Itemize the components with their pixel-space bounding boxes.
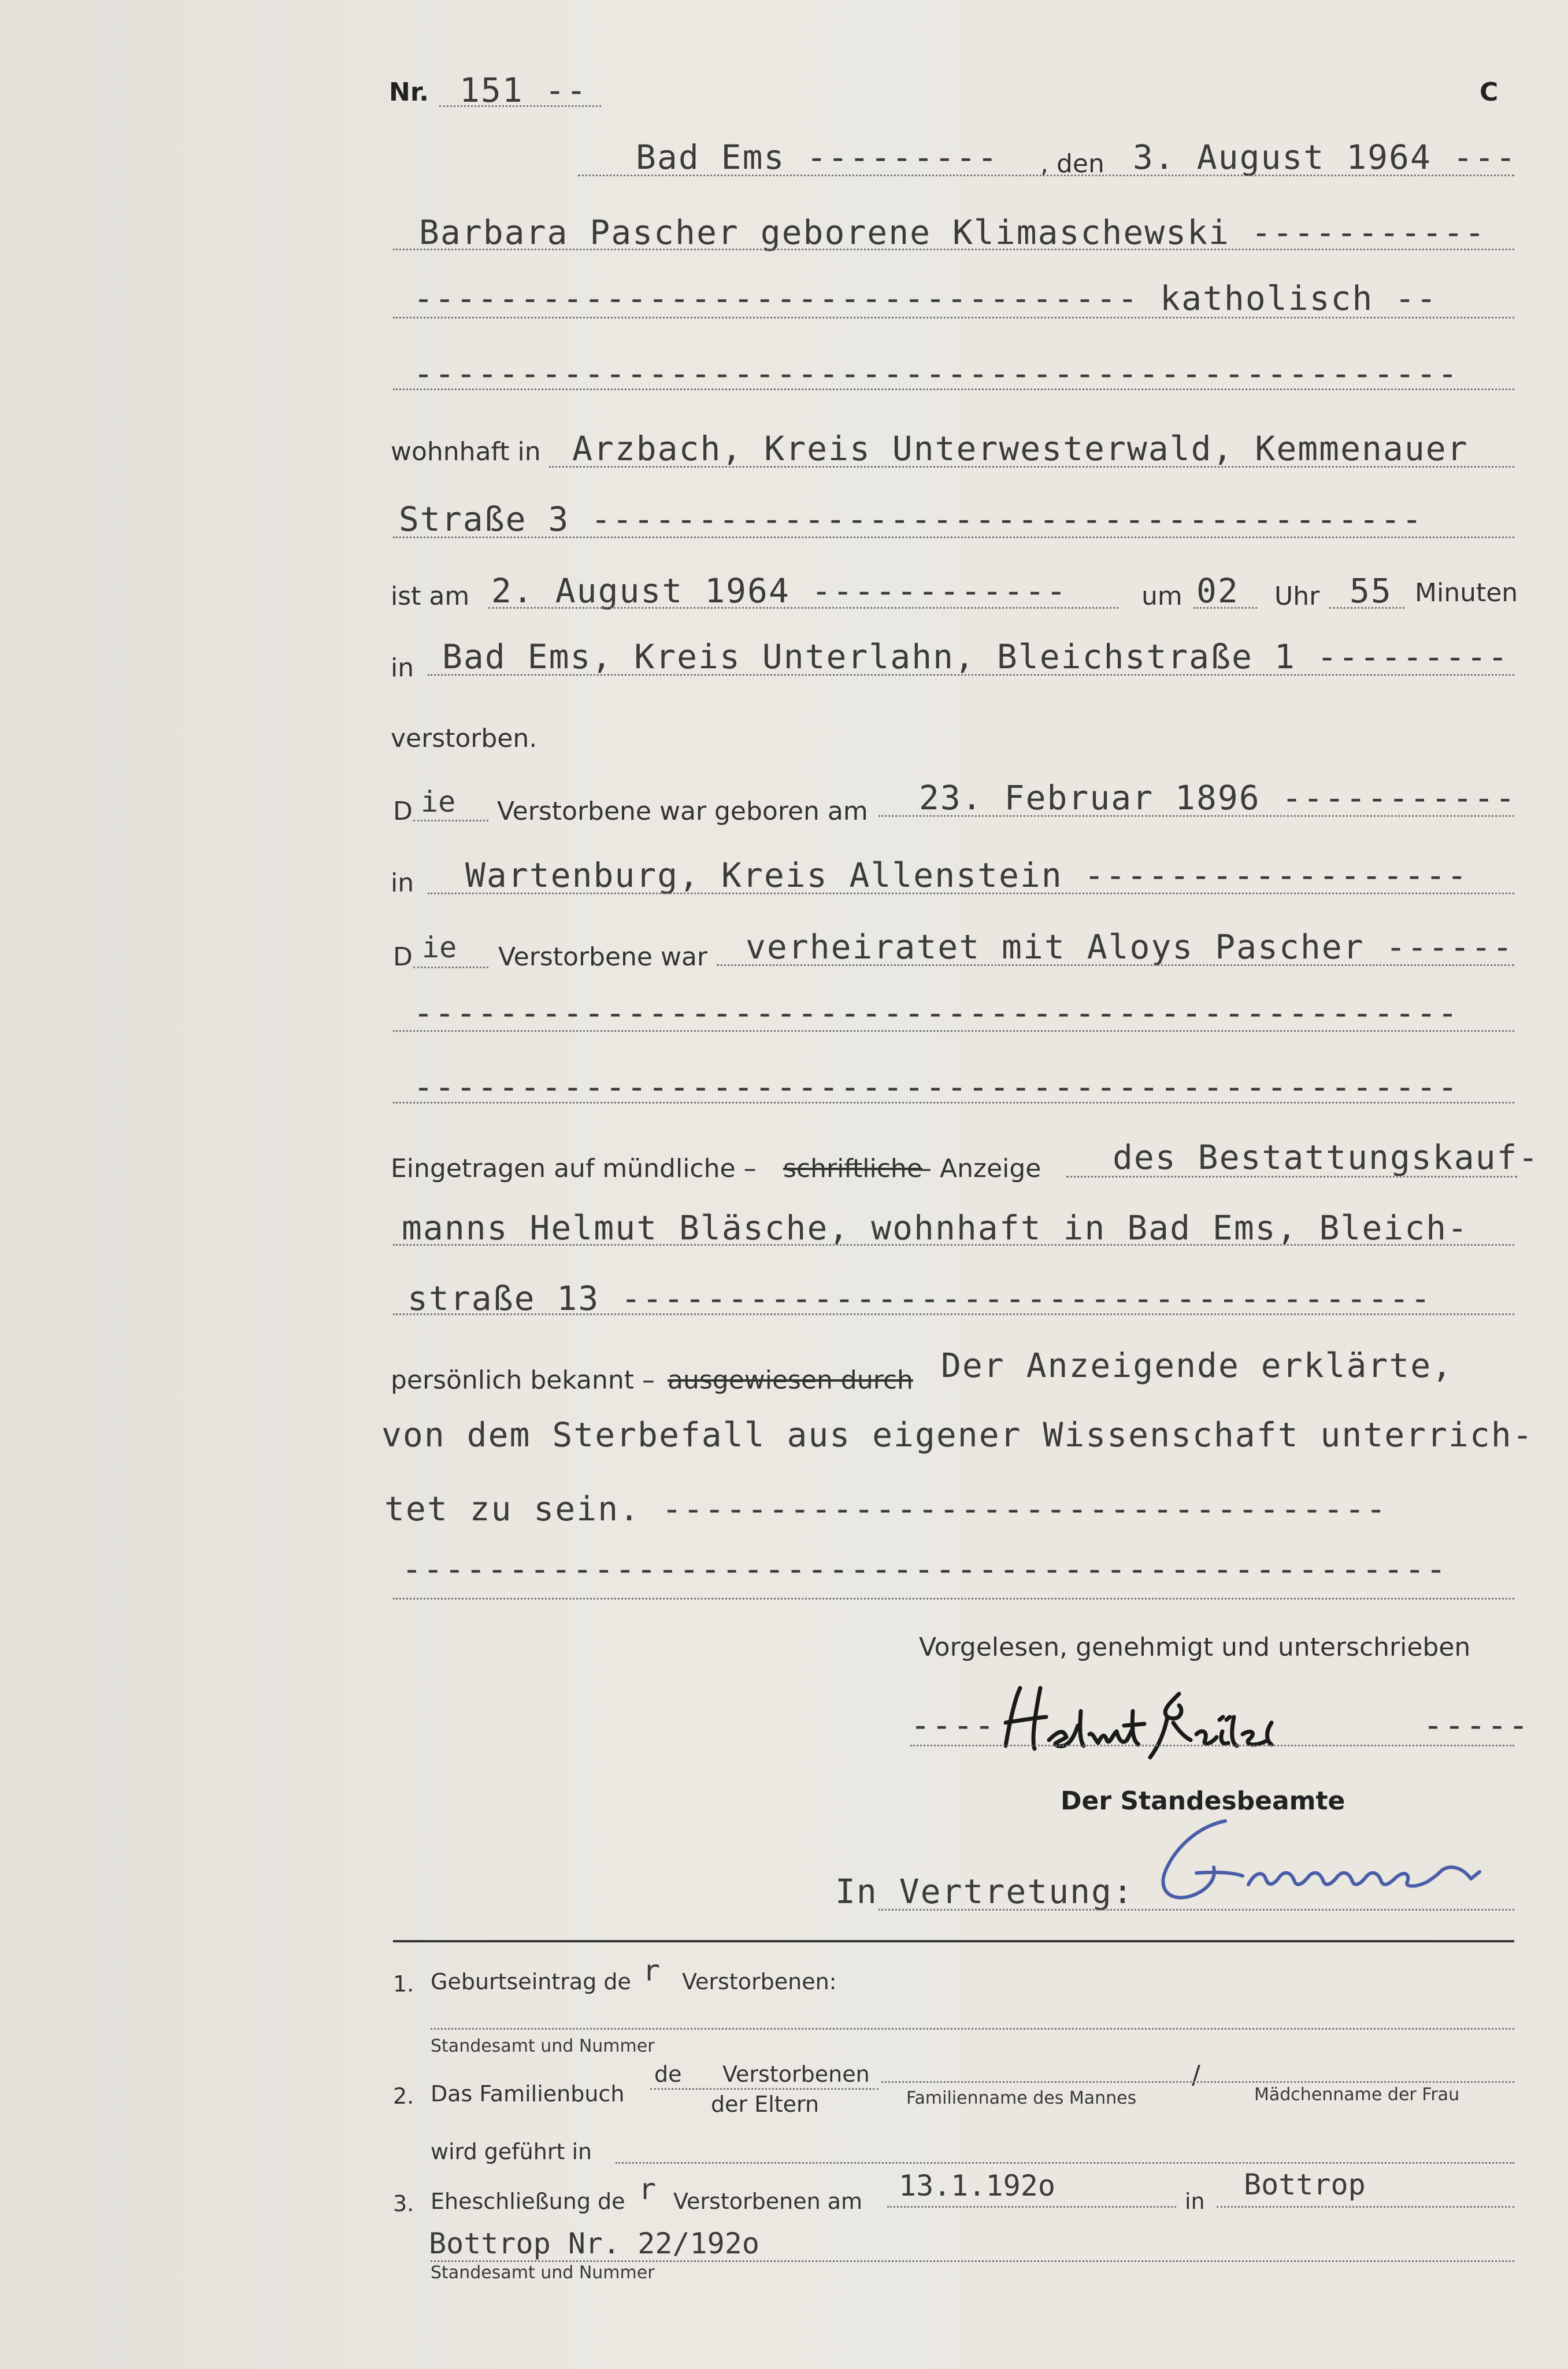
standesamt-caption: Standesamt und Nummer (431, 2036, 655, 2056)
article-suffix: ie (422, 931, 457, 964)
dotted-line (393, 317, 1514, 319)
note-1-number: 1. (393, 1971, 414, 1997)
dotted-line (717, 964, 1514, 966)
nr-label: Nr. (389, 77, 429, 107)
dotted-line (887, 2206, 1176, 2208)
marriage-registry: Bottrop Nr. 22/192o (429, 2227, 759, 2260)
standesbeamte-label: Der Standesbeamte (1061, 1786, 1345, 1816)
dotted-line (413, 967, 488, 968)
section-divider (393, 1940, 1514, 1942)
birth-place: Wartenburg, Kreis Allenstein ------------------ (465, 856, 1469, 895)
fraction-line (650, 2088, 878, 2090)
dotted-line (1329, 607, 1404, 609)
birth-date: 23. Februar 1896 ----------- (919, 778, 1517, 817)
corner-letter: C (1480, 77, 1499, 107)
in-label: in (391, 653, 414, 683)
statement-line-3: tet zu sein. ---------------------------------- (384, 1489, 1388, 1528)
dotted-line (393, 249, 1514, 250)
marital-status: verheiratet mit Aloys Pascher ------ (746, 927, 1514, 967)
blank-line: ------------------------------------------------- (413, 993, 1459, 1032)
statement-line-1: Der Anzeigende erklärte, (941, 1346, 1454, 1385)
bekannt-label: persönlich bekannt – (391, 1365, 655, 1395)
note-3-in: in (1185, 2189, 1205, 2214)
struck-ausgewiesen: ausgewiesen durch (668, 1365, 913, 1395)
death-date: 2. August 1964 ------------ (491, 571, 1067, 610)
dotted-line (488, 607, 1118, 609)
dotted-line (393, 1244, 1514, 1246)
article-suffix: ie (421, 785, 456, 819)
dotted-line (393, 1030, 1514, 1032)
dotted-line (413, 820, 488, 821)
blank-line: ------------------------------------------------- (413, 354, 1459, 393)
note-3-number: 3. (393, 2191, 414, 2216)
informant-signature (994, 1676, 1387, 1769)
dotted-line (1217, 2206, 1514, 2208)
wird-label: wird geführt in (431, 2139, 592, 2164)
dash-right: ----- (1423, 1705, 1530, 1745)
address-line-2: Straße 3 --------------------------------------- (399, 499, 1424, 539)
dotted-line (428, 893, 1514, 894)
official-signature (1150, 1809, 1508, 1913)
marriage-date: 13.1.192o (899, 2169, 1055, 2203)
death-hour: 02 (1196, 571, 1239, 610)
d-label: D (393, 942, 413, 972)
dotted-line (393, 1102, 1514, 1104)
uhr-label: Uhr (1274, 582, 1320, 611)
blank-line: ------------------------------------------------- (402, 1549, 1448, 1589)
dotted-line (616, 2162, 1514, 2164)
note-2-slash: / (1192, 2060, 1200, 2090)
death-minutes: 55 (1350, 571, 1392, 610)
den-label: , den (1040, 149, 1104, 179)
wohnhaft-label: wohnhaft in (391, 437, 541, 467)
dotted-line (878, 1909, 1514, 1911)
blank-line: ------------------------------------------------- (413, 1067, 1459, 1106)
husband-name-caption: Familienname des Mannes (906, 2088, 1137, 2108)
note-2-de: de (654, 2061, 682, 2087)
dotted-line (393, 1598, 1514, 1600)
dotted-line (878, 815, 1514, 817)
religion-line: ---------------------------------- katholisch -- (413, 279, 1438, 318)
marriage-place: Bottrop (1244, 2168, 1366, 2201)
vertretung-label: In Vertretung: (835, 1872, 1134, 1911)
dotted-line (428, 674, 1514, 676)
dotted-line (431, 2028, 1514, 2030)
anzeige-label: – Anzeige (919, 1154, 1041, 1183)
dotted-line (881, 2081, 1514, 2083)
wife-name-caption: Mädchenname der Frau (1254, 2085, 1460, 2105)
dash-left: ---- (910, 1705, 996, 1745)
note-2-eltern: der Eltern (711, 2092, 820, 2117)
verstorbene-war-label: Verstorbene war (498, 942, 708, 972)
dotted-line (393, 536, 1514, 538)
d-label: D (393, 797, 413, 826)
dotted-line (549, 466, 1514, 468)
statement-line-2: von dem Sterbefall aus eigener Wissenschaft unterrich- (381, 1415, 1534, 1454)
note-3-label-2: Verstorbenen am (673, 2189, 863, 2214)
note-2-number: 2. (393, 2083, 414, 2109)
eingetragen-label: Eingetragen auf mündliche – (391, 1154, 757, 1183)
in-label: in (391, 868, 414, 898)
note-1-label: Geburtseintrag de (431, 1969, 631, 1994)
vorgelesen-text: Vorgelesen, genehmigt und unterschrieben (919, 1633, 1471, 1662)
dotted-line (1193, 607, 1257, 609)
dotted-line (1066, 1176, 1517, 1178)
note-2-label: Das Familienbuch (431, 2081, 625, 2107)
registry-date: 3. August 1964 --- (1133, 138, 1517, 177)
ist-am-label: ist am (391, 582, 470, 611)
informant-line-2: manns Helmut Bläsche, wohnhaft in Bad Ems, Bleich- (402, 1208, 1469, 1248)
note-1-suffix: r (643, 1954, 661, 1987)
struck-schriftliche: schriftliche (783, 1154, 922, 1183)
informant-line-1: des Bestattungskauf- (1113, 1138, 1540, 1177)
registry-place: Bad Ems --------- (636, 138, 999, 177)
verstorben-label: verstorben. (391, 724, 538, 753)
um-label: um (1141, 582, 1183, 611)
deceased-name: Barbara Pascher geborene Klimaschewski ----------- (419, 213, 1486, 252)
entry-number: 151 -- (459, 71, 588, 110)
note-1-label-2: Verstorbenen: (682, 1969, 837, 1994)
note-3-suffix: r (639, 2172, 657, 2206)
note-3-label: Eheschließung de (431, 2189, 625, 2214)
born-label: Verstorbene war geboren am (497, 797, 868, 826)
address-line-1: Arzbach, Kreis Unterwesterwald, Kemmenauer (572, 429, 1469, 468)
dotted-line (910, 1745, 1514, 1746)
death-place: Bad Ems, Kreis Unterlahn, Bleichstraße 1 --------- (442, 637, 1509, 676)
dotted-line (393, 1313, 1514, 1315)
dotted-line (393, 388, 1514, 390)
dotted-line (439, 105, 601, 107)
note-2-verstorbenen: Verstorbenen (722, 2061, 870, 2087)
minuten-label: Minuten (1415, 578, 1518, 608)
dotted-line (431, 2260, 1514, 2262)
dotted-line (578, 175, 1514, 176)
standesamt-caption: Standesamt und Nummer (431, 2263, 655, 2283)
informant-line-3: straße 13 -------------------------------------- (407, 1279, 1432, 1318)
